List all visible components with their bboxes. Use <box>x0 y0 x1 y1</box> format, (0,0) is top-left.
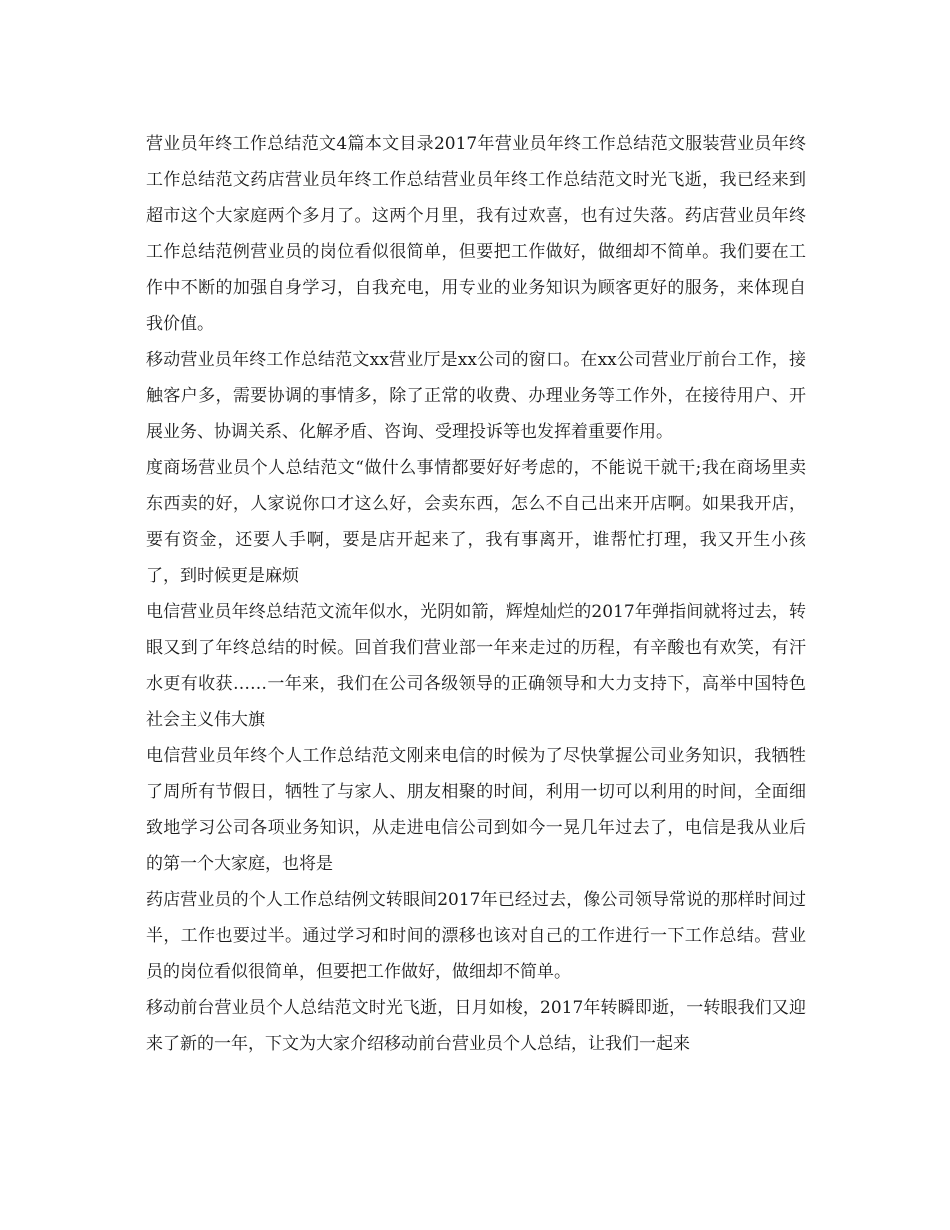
paragraph-5: 电信营业员年终个人工作总结范文刚来电信的时候为了尽快掌握公司业务知识，我牺牲了周所有节假日，牺牲了与家人、朋友相聚的时间，利用一切可以利用的时间，全面细致地学习公司各项业务知识，从走进电信公司到如今一晃几年过去了，电信是我从业后的第一个大家庭，也将是 <box>146 746 806 874</box>
paragraph-3: 度商场营业员个人总结范文“做什么事情都要好好考虑的，不能说干就干;我在商场里卖东西卖的好，人家说你口才这么好，会卖东西，怎么不自己出来开店啊。如果我开店，要有资金，还要人手啊，要是店开起来了，我有事离开，谁帮忙打理，我又开生小孩了，到时候更是麻烦 <box>146 458 806 586</box>
document-body <box>146 126 806 1062</box>
paragraph-6: 药店营业员的个人工作总结例文转眼间2017年已经过去，像公司领导常说的那样时间过半，工作也要过半。通过学习和时间的漂移也该对自己的工作进行一下工作总结。营业员的岗位看似很简单，但要把工作做好，做细却不简单。 <box>146 890 806 982</box>
paragraph-7: 移动前台营业员个人总结范文时光飞逝，日月如梭，2017年转瞬即逝，一转眼我们又迎来了新的一年，下文为大家介绍移动前台营业员个人总结，让我们一起来 <box>146 998 806 1054</box>
paragraph-1: 营业员年终工作总结范文4篇本文目录2017年营业员年终工作总结范文服装营业员年终工作总结范文药店营业员年终工作总结营业员年终工作总结范文时光飞逝，我已经来到超市这个大家庭两个多月了。这两个月里，我有过欢喜，也有过失落。药店营业员年终工作总结范例营业员的岗位看似很简单，但要把工作做好，做细却不简单。我们要在工作中不断的加强自身学习，自我充电，用专业的业务知识为顾客更好的服务，来体现自我价值。 <box>146 134 806 334</box>
paragraph-4: 电信营业员年终总结范文流年似水，光阴如箭，辉煌灿烂的2017年弹指间就将过去，转眼又到了年终总结的时候。回首我们营业部一年来走过的历程，有辛酸也有欢笑，有汗水更有收获……一年来，我们在公司各级领导的正确领导和大力支持下，高举中国特色社会主义伟大旗 <box>146 602 806 730</box>
paragraph-2: 移动营业员年终工作总结范文xx营业厅是xx公司的窗口。在xx公司营业厅前台工作，接触客户多，需要协调的事情多，除了正常的收费、办理业务等工作外，在接待用户、开展业务、协调关系、化解矛盾、咨询、受理投诉等也发挥着重要作用。 <box>146 350 806 442</box>
